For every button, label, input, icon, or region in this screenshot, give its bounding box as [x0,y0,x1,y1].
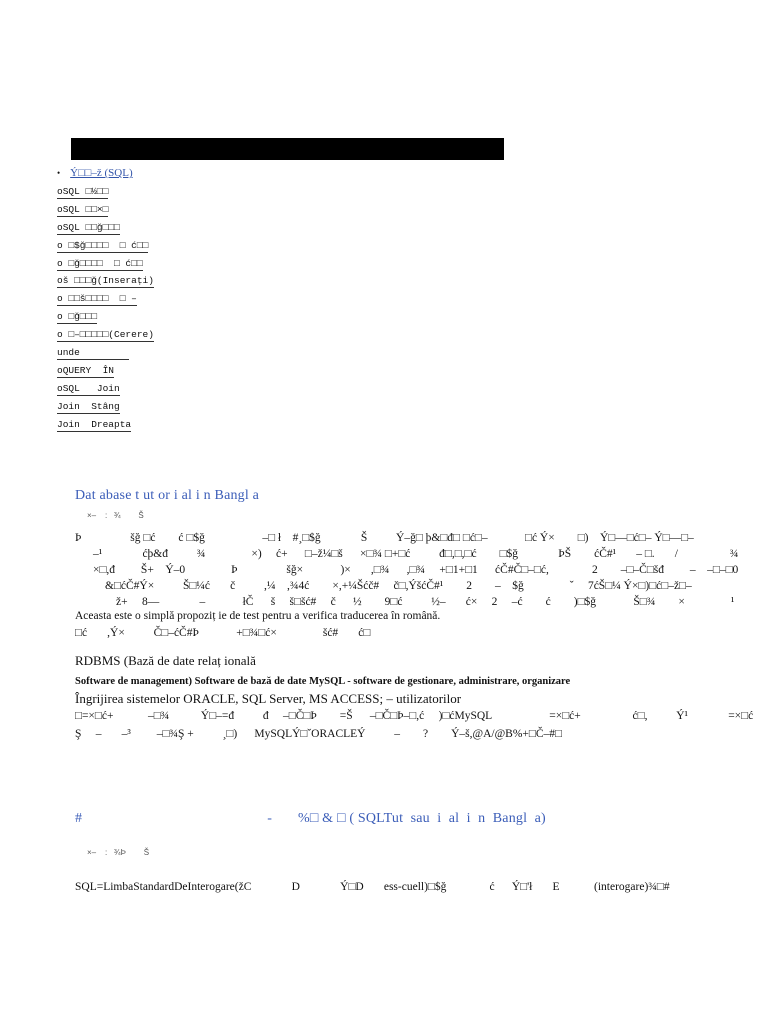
section-meta: ×– : ¾Þ Š [87,848,150,857]
sql-definition-line: SQL=LimbaStandardDeInterogare(žC D Ý□D ess-cuell)□$ğ ć Ý□'ł E (interogare)¾□# [75,881,670,893]
toc-item[interactable]: o □ğ□□□□ □ ć□□ [57,258,143,269]
test-sentence: Aceasta este o simplă propoziț ie de test pentru a verifica traducerea în română. [75,610,441,622]
toc-item[interactable]: oQUERY ÎN [57,365,115,376]
toc-item[interactable]: oSQL □½□□ [57,186,109,197]
toc-item[interactable]: o □□š□□□□ □ – [57,293,137,304]
section-heading: Dat abase t ut or i al i n Bangl a [75,488,260,503]
bullet-icon: • [57,168,61,178]
garbled-text-row: □ć ,Ý× Č□–ćČ#Þ +□¾□ć× šć# ć□ [75,627,371,639]
oracle-row: Ş – –³ –□¾Ş + ¸□) MySQLÝ□ˇORACLEÝ – ? Ý–š,@A/@B%+□Č–#□ [75,728,562,740]
redacted-title-bar [71,138,504,160]
toc-item[interactable]: oš □□□ğ(Inserați) [57,275,154,286]
software-management-line: Software de management) Software de bază de date MySQL - software de gestionare, administrare, organizare [75,676,571,687]
toc-item[interactable]: o □$ğ□□□□ □ ć□□ [57,240,149,251]
garbled-text-row: &□ćČ#Ý× Š□¼ć č ,¼ ,¾4ć ×,+¼Šćč# č□,ÝšćČ#¹ 2 – $ğ ˇ 7ćŠ□¼ Ý×□)□ć□–ž□– [105,580,692,592]
rdbms-line: RDBMS (Bază de date relaț ională [75,653,256,668]
garbled-text-row: Þ šğ □ć ć □$ğ –□ ł #¸□$ğ Š Ý–ğ□ þ&□đ□ □ć□– □ć Ý× □) Ý□—□ć□– Ý□—□– [75,532,694,544]
toc-item[interactable]: o □–□□□□□(Cerere) [57,329,154,340]
toc-item[interactable]: Join Dreapta [57,419,132,430]
mysql-row: □=×□ć+ –□¾ Ý□–=đ đ –□Č□Þ =Š –□Č□Þ–□,ć )□ćMySQL =×□ć+ ć□, Ý¹ =×□ć [75,710,754,722]
toc-item[interactable]: o □ğ□□□ [57,311,97,322]
garbled-text-row: ×□,đ Š+ Ý–0 Þ šğ× )× ,□¾ ,□¾ +□1+□1 ćČ#Č□–□ć, 2 –□–Č□šđ – –□–□0 [93,564,739,576]
toc-item[interactable]: oSQL Join [57,383,120,394]
sql-nav-item[interactable] [57,167,133,179]
section-meta: ×– : ¾ Š [87,511,144,520]
ingrijirea-line: Îngrijirea sistemelor ORACLE, SQL Server, MS ACCESS; – utilizatorilor [75,691,462,706]
section-heading: # - %□ & □ ( SQLTut sau i al i n Bangl a) [75,811,546,826]
toc-item[interactable]: unde [57,346,129,360]
toc-item[interactable]: Join Stâng [57,401,120,412]
sql-tutorial-link[interactable]: Ý□□–ž (SQL) [70,167,133,179]
garbled-text-row: –¹ ćþ&đ ¾ ×) ć+ □–ž¼□š ×□¾ □+□ć đ□,□,□ć □$ğ ÞŠ ćČ#¹ – □. / ¾ [93,548,739,560]
toc-item[interactable]: oSQL □□×□ [57,204,109,215]
garbled-text-row: ž+ 8— – łČ š š□šć# č ½ 9□ć ½– ć× 2 –ć ć )□$ğ Š□¾ × ¹ [116,596,735,608]
toc-item[interactable]: oSQL □□ğ□□□ [57,222,120,233]
